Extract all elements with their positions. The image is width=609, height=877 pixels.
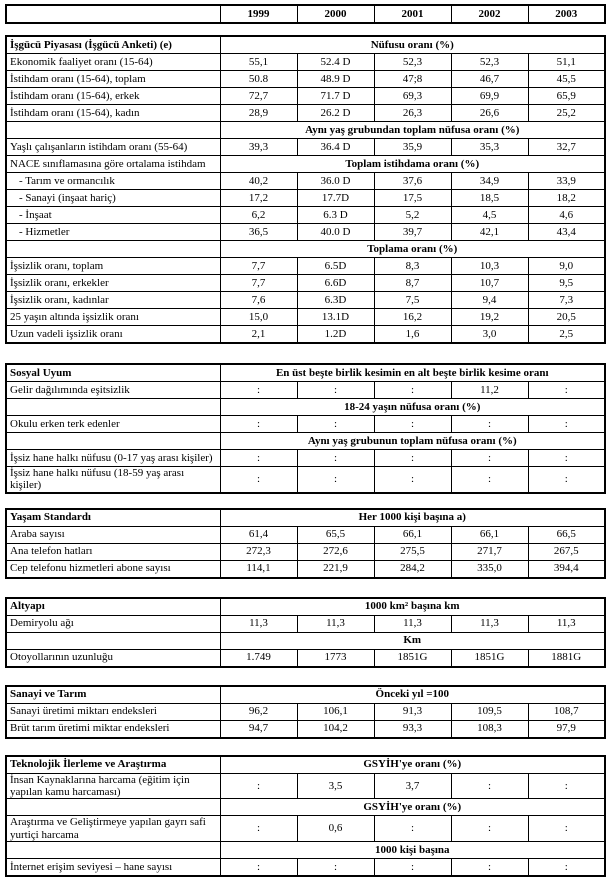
cell-value: :	[451, 416, 528, 433]
cell-value: 10,7	[451, 275, 528, 292]
span-header: 1000 km² başına km	[220, 598, 605, 616]
table-row	[6, 292, 605, 309]
cell-value: 42,1	[451, 224, 528, 241]
cell-value: :	[374, 382, 451, 399]
year-label-2001: 2001	[374, 5, 451, 23]
cell-value: 65,9	[528, 88, 605, 105]
cell-value: 2,5	[528, 326, 605, 344]
cell-value: 46,7	[451, 71, 528, 88]
row-label: - Sanayi (inşaat hariç)	[6, 190, 220, 207]
cell-value: 35,9	[374, 139, 451, 156]
table-row	[6, 632, 605, 649]
row-label: Demiryolu ağı	[6, 615, 220, 632]
table-row	[6, 105, 605, 122]
cell-value: 1,6	[374, 326, 451, 344]
cell-value: 96,2	[220, 703, 297, 720]
cell-value: 109,5	[451, 703, 528, 720]
table-row	[6, 615, 605, 632]
year-header-row	[6, 5, 605, 23]
row-label	[6, 632, 220, 649]
cell-value: :	[374, 858, 451, 876]
table-row	[6, 309, 605, 326]
cell-value: 267,5	[528, 543, 605, 560]
table-row	[6, 224, 605, 241]
row-label: İstihdam oranı (15-64), erkek	[6, 88, 220, 105]
cell-value: 5,2	[374, 207, 451, 224]
cell-value: 114,1	[220, 560, 297, 578]
table-row	[6, 156, 605, 173]
table-row	[6, 241, 605, 258]
table-row	[6, 649, 605, 667]
table-row	[6, 526, 605, 543]
cell-value: 52,3	[374, 54, 451, 71]
table-row	[6, 364, 605, 382]
cell-value: 3,5	[297, 773, 374, 799]
section-title: Sosyal Uyum	[6, 364, 220, 382]
table-row	[6, 509, 605, 527]
table-row	[6, 122, 605, 139]
span-header: GSYİH'ye oranı (%)	[220, 756, 605, 774]
cell-value: 52,3	[451, 54, 528, 71]
year-label-2000: 2000	[297, 5, 374, 23]
cell-value: 36.4 D	[297, 139, 374, 156]
row-label: Brüt tarım üretimi miktar endeksleri	[6, 720, 220, 738]
cell-value: 32,7	[528, 139, 605, 156]
section-title: İşgücü Piyasası (İşgücü Anketi) (e)	[6, 36, 220, 54]
span-header: Aynı yaş grubunun toplam nüfusa oranı (%)	[220, 433, 605, 450]
year-label-2003: 2003	[528, 5, 605, 23]
cell-value: 7,5	[374, 292, 451, 309]
table-row	[6, 54, 605, 71]
cell-value: 66,5	[528, 526, 605, 543]
table-row	[6, 36, 605, 54]
cell-value: 39,3	[220, 139, 297, 156]
cell-value: :	[220, 858, 297, 876]
row-label: Uzun vadeli işsizlik oranı	[6, 326, 220, 344]
span-header: 18-24 yaşın nüfusa oranı (%)	[220, 399, 605, 416]
table-row	[6, 275, 605, 292]
cell-value: :	[220, 416, 297, 433]
year-header-table	[5, 4, 606, 24]
cell-value: 8,7	[374, 275, 451, 292]
cell-value: 11,3	[451, 615, 528, 632]
row-label: İstihdam oranı (15-64), kadın	[6, 105, 220, 122]
table-row	[6, 399, 605, 416]
cell-value: :	[528, 816, 605, 842]
cell-value: 104,2	[297, 720, 374, 738]
cell-value: 1773	[297, 649, 374, 667]
table-row	[6, 560, 605, 578]
cell-value: 272,3	[220, 543, 297, 560]
cell-value: :	[374, 816, 451, 842]
table-living-standard	[5, 508, 606, 579]
cell-value: 37,6	[374, 173, 451, 190]
cell-value: 7,3	[528, 292, 605, 309]
cell-value: :	[374, 450, 451, 467]
cell-value: 7,6	[220, 292, 297, 309]
cell-value: 26,6	[451, 105, 528, 122]
table-row	[6, 773, 605, 799]
cell-value: 394,4	[528, 560, 605, 578]
cell-value: 10,3	[451, 258, 528, 275]
cell-value: 9,5	[528, 275, 605, 292]
cell-value: :	[220, 816, 297, 842]
table-row	[6, 598, 605, 616]
cell-value: 15,0	[220, 309, 297, 326]
span-header: Her 1000 kişi başına a)	[220, 509, 605, 527]
span-header: Aynı yaş grubundan toplam nüfusa oranı (%)	[220, 122, 605, 139]
row-label	[6, 399, 220, 416]
table-technology-research	[5, 755, 606, 877]
row-label: Otoyollarının uzunluğu	[6, 649, 220, 667]
row-label: Araştırma ve Geliştirmeye yapılan gayrı safi yurtiçi harcama	[6, 816, 220, 842]
cell-value: :	[220, 773, 297, 799]
section-title: Yaşam Standardı	[6, 509, 220, 527]
table-row	[6, 703, 605, 720]
cell-value: 40,2	[220, 173, 297, 190]
cell-value: 93,3	[374, 720, 451, 738]
span-header: GSYİH'ye oranı (%)	[220, 799, 605, 816]
cell-value: 11,3	[528, 615, 605, 632]
table-row	[6, 71, 605, 88]
cell-value: 6.5D	[297, 258, 374, 275]
cell-value: 52.4 D	[297, 54, 374, 71]
cell-value: 271,7	[451, 543, 528, 560]
table-row	[6, 858, 605, 876]
cell-value: 26.2 D	[297, 105, 374, 122]
cell-value: :	[220, 382, 297, 399]
cell-value: 69,9	[451, 88, 528, 105]
cell-value: 17,5	[374, 190, 451, 207]
cell-value: :	[451, 467, 528, 493]
cell-value: 61,4	[220, 526, 297, 543]
cell-value: 45,5	[528, 71, 605, 88]
cell-value: 1851G	[374, 649, 451, 667]
cell-value: 72,7	[220, 88, 297, 105]
cell-value: 16,2	[374, 309, 451, 326]
table-row	[6, 190, 605, 207]
cell-value: 11,3	[374, 615, 451, 632]
cell-value: :	[297, 450, 374, 467]
cell-value: 0,6	[297, 816, 374, 842]
cell-value: 221,9	[297, 560, 374, 578]
cell-value: 3,7	[374, 773, 451, 799]
cell-value: 1.2D	[297, 326, 374, 344]
row-label: Gelir dağılımında eşitsizlik	[6, 382, 220, 399]
cell-value: :	[528, 858, 605, 876]
row-label: NACE sınıflamasına göre ortalama istihdam	[6, 156, 220, 173]
section-title: Sanayi ve Tarım	[6, 686, 220, 704]
cell-value: 7,7	[220, 258, 297, 275]
cell-value: :	[374, 467, 451, 493]
cell-value: :	[220, 450, 297, 467]
row-label: İnsan Kaynaklarına harcama (eğitim için yapılan kamu harcaması)	[6, 773, 220, 799]
cell-value: 6,2	[220, 207, 297, 224]
cell-value: 9,4	[451, 292, 528, 309]
table-row	[6, 88, 605, 105]
cell-value: :	[451, 773, 528, 799]
table-row	[6, 841, 605, 858]
row-label	[6, 433, 220, 450]
cell-value: 11,3	[297, 615, 374, 632]
cell-value: 335,0	[451, 560, 528, 578]
row-label: Cep telefonu hizmetleri abone sayısı	[6, 560, 220, 578]
cell-value: 65,5	[297, 526, 374, 543]
table-row	[6, 139, 605, 156]
row-label: Yaşlı çalışanların istihdam oranı (55-64)	[6, 139, 220, 156]
cell-value: 7,7	[220, 275, 297, 292]
cell-value: 11,3	[220, 615, 297, 632]
table-row	[6, 686, 605, 704]
cell-value: 272,6	[297, 543, 374, 560]
row-label: İşsiz hane halkı nüfusu (18-59 yaş arası kişiler)	[6, 467, 220, 493]
table-row	[6, 799, 605, 816]
table-row	[6, 450, 605, 467]
cell-value: 35,3	[451, 139, 528, 156]
table-industry-agriculture	[5, 685, 606, 739]
cell-value: :	[297, 416, 374, 433]
cell-value: 8,3	[374, 258, 451, 275]
cell-value: 97,9	[528, 720, 605, 738]
span-header: Toplam istihdama oranı (%)	[220, 156, 605, 173]
row-label	[6, 841, 220, 858]
row-label: İnternet erişim seviyesi – hane sayısı	[6, 858, 220, 876]
row-label: - İnşaat	[6, 207, 220, 224]
table-row	[6, 326, 605, 344]
cell-value: 4,5	[451, 207, 528, 224]
table-social-cohesion	[5, 363, 606, 494]
cell-value: 66,1	[451, 526, 528, 543]
cell-value: 3,0	[451, 326, 528, 344]
cell-value: :	[451, 816, 528, 842]
row-label	[6, 241, 220, 258]
row-label: İşsizlik oranı, toplam	[6, 258, 220, 275]
cell-value: :	[528, 450, 605, 467]
cell-value: :	[528, 382, 605, 399]
table-row	[6, 756, 605, 774]
cell-value: :	[528, 416, 605, 433]
cell-value: :	[297, 858, 374, 876]
cell-value: 33,9	[528, 173, 605, 190]
table-row	[6, 207, 605, 224]
cell-value: 55,1	[220, 54, 297, 71]
span-header: En üst beşte birlik kesimin en alt beşte birlik kesime oranı	[220, 364, 605, 382]
cell-value: 50.8	[220, 71, 297, 88]
row-label: İşsiz hane halkı nüfusu (0-17 yaş arası kişiler)	[6, 450, 220, 467]
year-header-empty-cell	[6, 5, 220, 23]
cell-value: :	[297, 382, 374, 399]
cell-value: 51,1	[528, 54, 605, 71]
cell-value: 6.3 D	[297, 207, 374, 224]
cell-value: 108,7	[528, 703, 605, 720]
cell-value: 94,7	[220, 720, 297, 738]
cell-value: 18,5	[451, 190, 528, 207]
cell-value: :	[374, 416, 451, 433]
span-header: Önceki yıl =100	[220, 686, 605, 704]
cell-value: :	[528, 467, 605, 493]
span-header: Km	[220, 632, 605, 649]
row-label: - Hizmetler	[6, 224, 220, 241]
cell-value: 19,2	[451, 309, 528, 326]
row-label: İşsizlik oranı, erkekler	[6, 275, 220, 292]
year-label-1999: 1999	[220, 5, 297, 23]
span-header: 1000 kişi başına	[220, 841, 605, 858]
section-title: Teknolojik İlerleme ve Araştırma	[6, 756, 220, 774]
cell-value: 13.1D	[297, 309, 374, 326]
cell-value: 17.7D	[297, 190, 374, 207]
cell-value: 1851G	[451, 649, 528, 667]
row-label: 25 yaşın altında işsizlik oranı	[6, 309, 220, 326]
cell-value: 108,3	[451, 720, 528, 738]
cell-value: 71.7 D	[297, 88, 374, 105]
cell-value: 2,1	[220, 326, 297, 344]
cell-value: 6.6D	[297, 275, 374, 292]
row-label: İstihdam oranı (15-64), toplam	[6, 71, 220, 88]
cell-value: :	[297, 467, 374, 493]
cell-value: 40.0 D	[297, 224, 374, 241]
cell-value: 66,1	[374, 526, 451, 543]
row-label: - Tarım ve ormancılık	[6, 173, 220, 190]
cell-value: 284,2	[374, 560, 451, 578]
year-label-2002: 2002	[451, 5, 528, 23]
cell-value: 69,3	[374, 88, 451, 105]
tables-container	[0, 35, 609, 877]
cell-value: 36.0 D	[297, 173, 374, 190]
cell-value: 91,3	[374, 703, 451, 720]
table-row	[6, 382, 605, 399]
row-label: Sanayi üretimi miktarı endeksleri	[6, 703, 220, 720]
cell-value: 4,6	[528, 207, 605, 224]
cell-value: 1.749	[220, 649, 297, 667]
table-row	[6, 467, 605, 493]
cell-value: :	[451, 450, 528, 467]
span-header: Nüfusu oranı (%)	[220, 36, 605, 54]
cell-value: 17,2	[220, 190, 297, 207]
table-row	[6, 416, 605, 433]
cell-value: 48.9 D	[297, 71, 374, 88]
cell-value: 36,5	[220, 224, 297, 241]
cell-value: 34,9	[451, 173, 528, 190]
table-row	[6, 173, 605, 190]
table-row	[6, 816, 605, 842]
cell-value: 275,5	[374, 543, 451, 560]
cell-value: :	[528, 773, 605, 799]
table-row	[6, 543, 605, 560]
row-label	[6, 799, 220, 816]
table-labour-market	[5, 35, 606, 344]
cell-value: 43,4	[528, 224, 605, 241]
cell-value: 6.3D	[297, 292, 374, 309]
row-label: Okulu erken terk edenler	[6, 416, 220, 433]
row-label: İşsizlik oranı, kadınlar	[6, 292, 220, 309]
document-page	[0, 4, 609, 871]
cell-value: 28,9	[220, 105, 297, 122]
cell-value: :	[451, 858, 528, 876]
cell-value: 9,0	[528, 258, 605, 275]
cell-value: 20,5	[528, 309, 605, 326]
row-label: Araba sayısı	[6, 526, 220, 543]
table-row	[6, 720, 605, 738]
cell-value: 39,7	[374, 224, 451, 241]
cell-value: 18,2	[528, 190, 605, 207]
row-label: Ana telefon hatları	[6, 543, 220, 560]
cell-value: 25,2	[528, 105, 605, 122]
cell-value: 26,3	[374, 105, 451, 122]
span-header: Toplama oranı (%)	[220, 241, 605, 258]
cell-value: :	[220, 467, 297, 493]
section-title: Altyapı	[6, 598, 220, 616]
cell-value: 106,1	[297, 703, 374, 720]
table-infrastructure	[5, 597, 606, 668]
row-label: Ekonomik faaliyet oranı (15-64)	[6, 54, 220, 71]
row-label	[6, 122, 220, 139]
table-row	[6, 433, 605, 450]
table-row	[6, 258, 605, 275]
cell-value: 1881G	[528, 649, 605, 667]
cell-value: 11,2	[451, 382, 528, 399]
cell-value: 47;8	[374, 71, 451, 88]
